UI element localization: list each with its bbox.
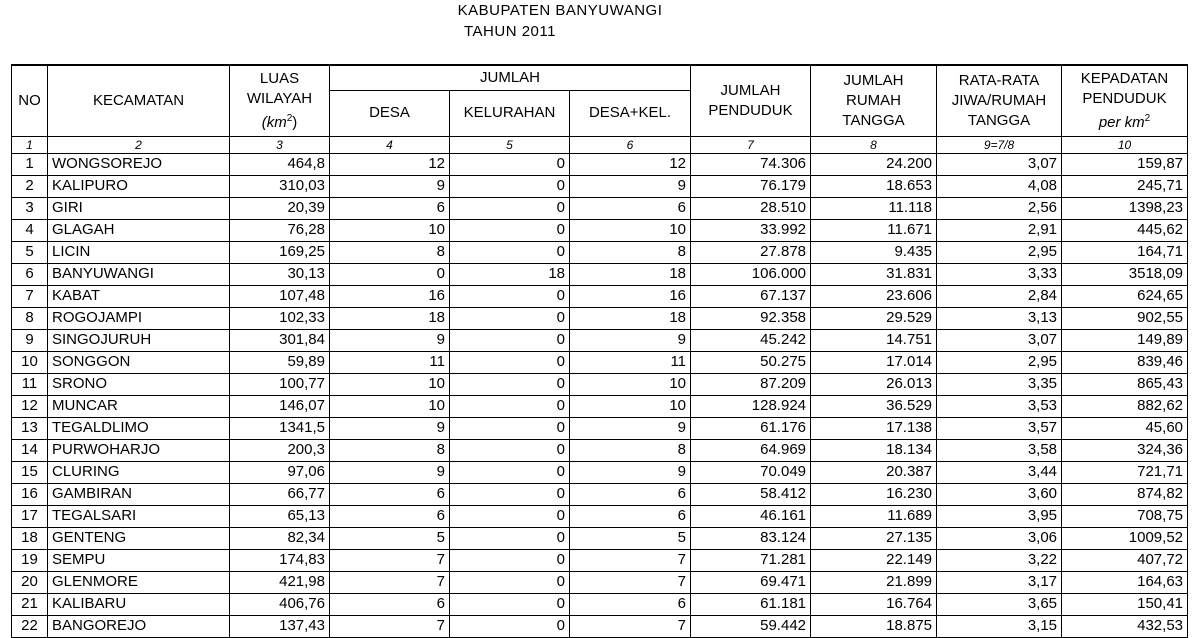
cell-desa-kel: 7 [570, 549, 691, 571]
table-row [12, 175, 1188, 197]
cell-kelurahan: 0 [450, 417, 570, 439]
cell-luas: 200,3 [230, 439, 330, 461]
cell-kepadatan: 432,53 [1062, 615, 1188, 637]
cell-penduduk: 67.137 [691, 285, 811, 307]
cell-kepadatan: 164,63 [1062, 571, 1188, 593]
cell-rata-rata: 3,33 [937, 263, 1062, 285]
cell-kepadatan: 624,65 [1062, 285, 1188, 307]
cell-kelurahan: 0 [450, 593, 570, 615]
table-row [12, 197, 1188, 219]
cell-desa-kel: 10 [570, 395, 691, 417]
header-rata-line1: RATA-RATA [958, 71, 1040, 89]
table-row [12, 461, 1188, 483]
table-row [12, 417, 1188, 439]
cell-kecamatan: GENTENG [48, 527, 230, 549]
cell-desa-kel: 8 [570, 439, 691, 461]
cell-kecamatan: BANGOREJO [48, 615, 230, 637]
cell-rata-rata: 3,06 [937, 527, 1062, 549]
header-luas-line1: LUAS [259, 69, 300, 87]
header-luas-unit [234, 109, 325, 133]
cell-desa-kel: 9 [570, 175, 691, 197]
cell-penduduk: 27.878 [691, 241, 811, 263]
header-rt-line1: JUMLAH [843, 71, 904, 89]
cell-kelurahan: 0 [450, 439, 570, 461]
cell-kelurahan: 0 [450, 615, 570, 637]
cell-kepadatan: 150,41 [1062, 593, 1188, 615]
cell-desa-kel: 12 [570, 153, 691, 175]
header-rt-line3: TANGGA [842, 111, 905, 129]
cell-penduduk: 83.124 [691, 527, 811, 549]
cell-rumah-tangga: 11.118 [811, 197, 937, 219]
cell-luas: 406,76 [230, 593, 330, 615]
header-kepadatan [1062, 65, 1188, 136]
cell-kelurahan: 0 [450, 175, 570, 197]
header-kep-line2: PENDUDUK [1082, 89, 1167, 107]
cell-rata-rata: 3,53 [937, 395, 1062, 417]
cell-no: 16 [12, 483, 48, 505]
cell-rumah-tangga: 36.529 [811, 395, 937, 417]
cell-luas: 102,33 [230, 307, 330, 329]
cell-luas: 30,13 [230, 263, 330, 285]
cell-desa-kel: 9 [570, 329, 691, 351]
luas-unit-close: ) [292, 113, 298, 131]
cell-no: 6 [12, 263, 48, 285]
header-kelurahan: KELURAHAN [450, 90, 570, 136]
table-row [12, 439, 1188, 461]
cell-no: 13 [12, 417, 48, 439]
report-title: KABUPATEN BANYUWANGI [457, 2, 663, 19]
header-penduduk-line2: PENDUDUK [708, 101, 793, 119]
cell-no: 10 [12, 351, 48, 373]
cell-rumah-tangga: 31.831 [811, 263, 937, 285]
cell-penduduk: 128.924 [691, 395, 811, 417]
cell-penduduk: 33.992 [691, 219, 811, 241]
cell-desa-kel: 5 [570, 527, 691, 549]
cell-rata-rata: 3,58 [937, 439, 1062, 461]
cell-kepadatan: 3518,09 [1062, 263, 1188, 285]
cell-rata-rata: 3,13 [937, 307, 1062, 329]
cell-desa: 6 [330, 505, 450, 527]
cell-kecamatan: KABAT [48, 285, 230, 307]
kep-unit-text: per km [1098, 113, 1145, 131]
header-rata-line2: JIWA/RUMAH [951, 91, 1047, 109]
cell-penduduk: 61.176 [691, 417, 811, 439]
cell-rumah-tangga: 17.014 [811, 351, 937, 373]
cell-kelurahan: 0 [450, 285, 570, 307]
cell-kecamatan: KALIPURO [48, 175, 230, 197]
cell-kelurahan: 0 [450, 351, 570, 373]
cell-kecamatan: TEGALDLIMO [48, 417, 230, 439]
cell-kepadatan: 445,62 [1062, 219, 1188, 241]
cell-kepadatan: 159,87 [1062, 153, 1188, 175]
cell-luas: 82,34 [230, 527, 330, 549]
cell-kepadatan: 149,89 [1062, 329, 1188, 351]
cell-rumah-tangga: 22.149 [811, 549, 937, 571]
cell-kepadatan: 839,46 [1062, 351, 1188, 373]
table-row [12, 351, 1188, 373]
cell-penduduk: 28.510 [691, 197, 811, 219]
cell-luas: 146,07 [230, 395, 330, 417]
cell-rata-rata: 3,15 [937, 615, 1062, 637]
cell-rata-rata: 3,95 [937, 505, 1062, 527]
cell-kepadatan: 1398,23 [1062, 197, 1188, 219]
cell-kepadatan: 1009,52 [1062, 527, 1188, 549]
cell-kecamatan: KALIBARU [48, 593, 230, 615]
cell-desa: 10 [330, 219, 450, 241]
cell-desa-kel: 18 [570, 307, 691, 329]
cell-kecamatan: BANYUWANGI [48, 263, 230, 285]
cell-no: 9 [12, 329, 48, 351]
header-kecamatan: KECAMATAN [48, 65, 230, 136]
cell-rata-rata: 3,17 [937, 571, 1062, 593]
cell-desa-kel: 16 [570, 285, 691, 307]
cell-luas: 97,06 [230, 461, 330, 483]
cell-kelurahan: 0 [450, 483, 570, 505]
cell-no: 11 [12, 373, 48, 395]
cell-rata-rata: 2,95 [937, 351, 1062, 373]
cell-no: 20 [12, 571, 48, 593]
header-luas-line2: WILAYAH [246, 89, 313, 107]
cell-luas: 76,28 [230, 219, 330, 241]
cell-kecamatan: GLENMORE [48, 571, 230, 593]
header-rata-line3: TANGGA [967, 111, 1031, 129]
cell-kelurahan: 0 [450, 373, 570, 395]
cell-desa-kel: 6 [570, 593, 691, 615]
header-kep-unit [1066, 109, 1183, 133]
cell-rata-rata: 3,07 [937, 153, 1062, 175]
table-row [12, 505, 1188, 527]
cell-penduduk: 46.161 [691, 505, 811, 527]
cell-penduduk: 70.049 [691, 461, 811, 483]
cell-kelurahan: 0 [450, 571, 570, 593]
cell-penduduk: 69.471 [691, 571, 811, 593]
header-rata-rata [937, 65, 1062, 136]
cell-kecamatan: GLAGAH [48, 219, 230, 241]
column-index-row [12, 136, 1188, 153]
column-index-cell: 6 [570, 136, 691, 153]
cell-rumah-tangga: 29.529 [811, 307, 937, 329]
cell-desa-kel: 18 [570, 263, 691, 285]
cell-kecamatan: ROGOJAMPI [48, 307, 230, 329]
header-no: NO [12, 65, 48, 136]
column-index-cell: 7 [691, 136, 811, 153]
cell-desa: 11 [330, 351, 450, 373]
cell-desa: 6 [330, 593, 450, 615]
cell-kelurahan: 0 [450, 395, 570, 417]
cell-kelurahan: 0 [450, 527, 570, 549]
cell-rumah-tangga: 9.435 [811, 241, 937, 263]
cell-rata-rata: 3,65 [937, 593, 1062, 615]
cell-rumah-tangga: 11.689 [811, 505, 937, 527]
cell-rata-rata: 2,91 [937, 219, 1062, 241]
cell-penduduk: 76.179 [691, 175, 811, 197]
cell-no: 4 [12, 219, 48, 241]
cell-kecamatan: SEMPU [48, 549, 230, 571]
cell-desa-kel: 9 [570, 461, 691, 483]
cell-rumah-tangga: 18.653 [811, 175, 937, 197]
cell-no: 3 [12, 197, 48, 219]
cell-rata-rata: 4,08 [937, 175, 1062, 197]
table-row [12, 549, 1188, 571]
cell-rumah-tangga: 27.135 [811, 527, 937, 549]
column-index-cell: 8 [811, 136, 937, 153]
cell-kepadatan: 721,71 [1062, 461, 1188, 483]
table-row [12, 219, 1188, 241]
cell-desa-kel: 6 [570, 197, 691, 219]
table-row [12, 329, 1188, 351]
cell-kepadatan: 865,43 [1062, 373, 1188, 395]
column-index-cell: 10 [1062, 136, 1188, 153]
cell-kecamatan: GIRI [48, 197, 230, 219]
cell-rata-rata: 3,07 [937, 329, 1062, 351]
cell-luas: 100,77 [230, 373, 330, 395]
cell-kepadatan: 874,82 [1062, 483, 1188, 505]
cell-desa: 12 [330, 153, 450, 175]
cell-rata-rata: 2,84 [937, 285, 1062, 307]
cell-penduduk: 50.275 [691, 351, 811, 373]
cell-desa: 16 [330, 285, 450, 307]
cell-kelurahan: 0 [450, 197, 570, 219]
cell-penduduk: 71.281 [691, 549, 811, 571]
cell-kecamatan: SINGOJURUH [48, 329, 230, 351]
cell-kecamatan: PURWOHARJO [48, 439, 230, 461]
cell-kelurahan: 0 [450, 461, 570, 483]
cell-luas: 464,8 [230, 153, 330, 175]
cell-kelurahan: 18 [450, 263, 570, 285]
cell-no: 19 [12, 549, 48, 571]
cell-kecamatan: LICIN [48, 241, 230, 263]
cell-no: 8 [12, 307, 48, 329]
cell-luas: 20,39 [230, 197, 330, 219]
cell-no: 2 [12, 175, 48, 197]
table-row [12, 395, 1188, 417]
cell-no: 12 [12, 395, 48, 417]
cell-kecamatan: MUNCAR [48, 395, 230, 417]
cell-penduduk: 58.412 [691, 483, 811, 505]
cell-luas: 107,48 [230, 285, 330, 307]
cell-desa: 18 [330, 307, 450, 329]
cell-rata-rata: 3,60 [937, 483, 1062, 505]
cell-rumah-tangga: 18.875 [811, 615, 937, 637]
cell-kelurahan: 0 [450, 549, 570, 571]
column-index-cell: 9=7/8 [937, 136, 1062, 153]
table-header [12, 65, 1188, 153]
cell-kelurahan: 0 [450, 153, 570, 175]
table-row [12, 571, 1188, 593]
cell-kepadatan: 902,55 [1062, 307, 1188, 329]
column-index-cell: 1 [12, 136, 48, 153]
cell-desa-kel: 6 [570, 483, 691, 505]
cell-kelurahan: 0 [450, 219, 570, 241]
cell-rata-rata: 3,44 [937, 461, 1062, 483]
cell-kelurahan: 0 [450, 329, 570, 351]
cell-desa: 5 [330, 527, 450, 549]
cell-desa: 6 [330, 197, 450, 219]
cell-desa-kel: 10 [570, 373, 691, 395]
cell-rata-rata: 3,57 [937, 417, 1062, 439]
column-index-cell: 2 [48, 136, 230, 153]
cell-rumah-tangga: 21.899 [811, 571, 937, 593]
cell-desa-kel: 7 [570, 571, 691, 593]
kep-unit-sup: 2 [1144, 112, 1151, 124]
luas-unit-open: (km [261, 113, 287, 131]
cell-luas: 137,43 [230, 615, 330, 637]
cell-penduduk: 74.306 [691, 153, 811, 175]
cell-luas: 1341,5 [230, 417, 330, 439]
cell-penduduk: 92.358 [691, 307, 811, 329]
cell-desa-kel: 8 [570, 241, 691, 263]
cell-kecamatan: WONGSOREJO [48, 153, 230, 175]
cell-no: 21 [12, 593, 48, 615]
cell-penduduk: 61.181 [691, 593, 811, 615]
cell-kelurahan: 0 [450, 505, 570, 527]
table-row [12, 285, 1188, 307]
cell-rata-rata: 2,56 [937, 197, 1062, 219]
cell-no: 17 [12, 505, 48, 527]
cell-rumah-tangga: 16.230 [811, 483, 937, 505]
cell-desa-kel: 7 [570, 615, 691, 637]
cell-penduduk: 59.442 [691, 615, 811, 637]
cell-luas: 66,77 [230, 483, 330, 505]
cell-desa: 9 [330, 461, 450, 483]
column-index-cell: 3 [230, 136, 330, 153]
cell-rumah-tangga: 24.200 [811, 153, 937, 175]
cell-luas: 301,84 [230, 329, 330, 351]
cell-luas: 59,89 [230, 351, 330, 373]
header-desa-kel: DESA+KEL. [570, 90, 691, 136]
cell-desa: 9 [330, 175, 450, 197]
cell-luas: 310,03 [230, 175, 330, 197]
cell-desa-kel: 10 [570, 219, 691, 241]
header-penduduk [691, 65, 811, 136]
cell-desa: 0 [330, 263, 450, 285]
cell-rumah-tangga: 16.764 [811, 593, 937, 615]
cell-rumah-tangga: 17.138 [811, 417, 937, 439]
cell-penduduk: 45.242 [691, 329, 811, 351]
cell-kecamatan: SRONO [48, 373, 230, 395]
table-row [12, 241, 1188, 263]
cell-no: 18 [12, 527, 48, 549]
cell-rumah-tangga: 20.387 [811, 461, 937, 483]
header-desa: DESA [330, 90, 450, 136]
column-index-cell: 4 [330, 136, 450, 153]
cell-rumah-tangga: 18.134 [811, 439, 937, 461]
header-penduduk-line1: JUMLAH [720, 81, 781, 99]
cell-kepadatan: 164,71 [1062, 241, 1188, 263]
cell-desa: 7 [330, 549, 450, 571]
cell-kepadatan: 45,60 [1062, 417, 1188, 439]
cell-luas: 421,98 [230, 571, 330, 593]
table-row [12, 307, 1188, 329]
cell-no: 22 [12, 615, 48, 637]
cell-no: 14 [12, 439, 48, 461]
cell-desa-kel: 9 [570, 417, 691, 439]
cell-rata-rata: 3,22 [937, 549, 1062, 571]
cell-desa: 10 [330, 373, 450, 395]
cell-rumah-tangga: 26.013 [811, 373, 937, 395]
luas-unit-sup: 2 [286, 112, 293, 124]
cell-kepadatan: 407,72 [1062, 549, 1188, 571]
table-row [12, 483, 1188, 505]
table-row [12, 263, 1188, 285]
cell-desa: 9 [330, 417, 450, 439]
table-row [12, 527, 1188, 549]
header-rumah-tangga [811, 65, 937, 136]
report-year: TAHUN 2011 [464, 23, 556, 40]
cell-desa: 8 [330, 241, 450, 263]
cell-rumah-tangga: 23.606 [811, 285, 937, 307]
cell-rumah-tangga: 11.671 [811, 219, 937, 241]
table-row [12, 373, 1188, 395]
cell-rumah-tangga: 14.751 [811, 329, 937, 351]
cell-desa-kel: 6 [570, 505, 691, 527]
column-index-cell: 5 [450, 136, 570, 153]
table-body [12, 153, 1188, 637]
cell-luas: 169,25 [230, 241, 330, 263]
cell-no: 1 [12, 153, 48, 175]
cell-rata-rata: 2,95 [937, 241, 1062, 263]
cell-kepadatan: 245,71 [1062, 175, 1188, 197]
cell-kelurahan: 0 [450, 307, 570, 329]
cell-kecamatan: CLURING [48, 461, 230, 483]
cell-desa: 7 [330, 615, 450, 637]
cell-desa-kel: 11 [570, 351, 691, 373]
table-row [12, 593, 1188, 615]
cell-kepadatan: 324,36 [1062, 439, 1188, 461]
header-rt-line2: RUMAH [846, 91, 902, 109]
cell-penduduk: 106.000 [691, 263, 811, 285]
cell-desa: 6 [330, 483, 450, 505]
cell-kelurahan: 0 [450, 241, 570, 263]
cell-kepadatan: 708,75 [1062, 505, 1188, 527]
table-row [12, 153, 1188, 175]
cell-desa: 9 [330, 329, 450, 351]
cell-desa: 10 [330, 395, 450, 417]
cell-desa: 8 [330, 439, 450, 461]
cell-no: 7 [12, 285, 48, 307]
population-table [11, 64, 1188, 638]
header-luas [230, 65, 330, 136]
cell-penduduk: 87.209 [691, 373, 811, 395]
table-row [12, 615, 1188, 637]
header-jumlah: JUMLAH [330, 65, 691, 90]
cell-no: 5 [12, 241, 48, 263]
cell-kepadatan: 882,62 [1062, 395, 1188, 417]
cell-desa: 7 [330, 571, 450, 593]
header-kep-line1: KEPADATAN [1080, 69, 1169, 87]
cell-penduduk: 64.969 [691, 439, 811, 461]
cell-luas: 65,13 [230, 505, 330, 527]
cell-rata-rata: 3,35 [937, 373, 1062, 395]
cell-kecamatan: GAMBIRAN [48, 483, 230, 505]
cell-kecamatan: TEGALSARI [48, 505, 230, 527]
cell-no: 15 [12, 461, 48, 483]
cell-kecamatan: SONGGON [48, 351, 230, 373]
cell-luas: 174,83 [230, 549, 330, 571]
